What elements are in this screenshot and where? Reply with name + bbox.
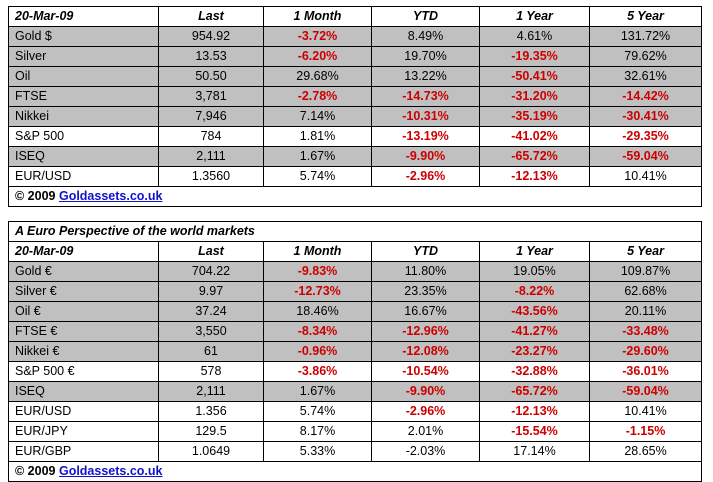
data-cell: -2.96% [372,167,480,187]
data-cell: 18.46% [264,302,372,322]
data-cell: -33.48% [590,322,702,342]
data-cell: -29.60% [590,342,702,362]
table-row [9,362,702,382]
column-header: 5 Year [590,242,702,262]
data-cell: 7,946 [159,107,264,127]
table-row [9,402,702,422]
table-row [9,27,702,47]
table-row [9,322,702,342]
data-cell: 2,111 [159,147,264,167]
data-cell: 7.14% [264,107,372,127]
data-cell: -2.78% [264,87,372,107]
table-row [9,342,702,362]
row-label: S&P 500 € [9,362,159,382]
data-cell: -41.02% [480,127,590,147]
data-cell: -3.72% [264,27,372,47]
row-label: Gold $ [9,27,159,47]
data-cell: -6.20% [264,47,372,67]
data-cell: -31.20% [480,87,590,107]
data-cell: -36.01% [590,362,702,382]
data-cell: 32.61% [590,67,702,87]
data-cell: 9.97 [159,282,264,302]
data-cell: -12.96% [372,322,480,342]
column-header: 1 Year [480,7,590,27]
row-label: Silver [9,47,159,67]
data-cell: -1.15% [590,422,702,442]
data-cell: -41.27% [480,322,590,342]
column-header: 1 Year [480,242,590,262]
table-header-row [9,7,702,27]
data-cell: -30.41% [590,107,702,127]
data-cell: 79.62% [590,47,702,67]
row-label: EUR/GBP [9,442,159,462]
data-cell: -43.56% [480,302,590,322]
column-header: YTD [372,7,480,27]
column-header: 20-Mar-09 [9,242,159,262]
table-row [9,442,702,462]
data-cell: -65.72% [480,382,590,402]
row-label: EUR/USD [9,402,159,422]
data-cell: -50.41% [480,67,590,87]
row-label: Oil [9,67,159,87]
data-cell: 5.74% [264,167,372,187]
tables-container [8,6,705,482]
table-title-row [9,222,702,242]
table-footer-row [9,187,702,207]
data-cell: -10.31% [372,107,480,127]
world-markets-usd [8,6,702,207]
row-label: Nikkei € [9,342,159,362]
row-label: FTSE € [9,322,159,342]
data-cell: 13.53 [159,47,264,67]
table-row [9,302,702,322]
data-cell: -10.54% [372,362,480,382]
data-cell: -13.19% [372,127,480,147]
row-label: EUR/USD [9,167,159,187]
table-row [9,262,702,282]
data-cell: 2,111 [159,382,264,402]
table-row [9,87,702,107]
data-cell: 2.01% [372,422,480,442]
copyright-text: © 2009 [15,464,59,478]
data-cell: 17.14% [480,442,590,462]
data-cell: -32.88% [480,362,590,382]
data-cell: 16.67% [372,302,480,322]
data-cell: -12.13% [480,402,590,422]
row-label: EUR/JPY [9,422,159,442]
column-header: Last [159,7,264,27]
row-label: ISEQ [9,382,159,402]
table-row [9,107,702,127]
data-cell: 3,550 [159,322,264,342]
data-cell: -9.90% [372,382,480,402]
data-cell: 8.49% [372,27,480,47]
data-cell: -14.73% [372,87,480,107]
data-cell: 784 [159,127,264,147]
data-cell: 1.67% [264,147,372,167]
table-row [9,47,702,67]
data-cell: -29.35% [590,127,702,147]
data-cell: 23.35% [372,282,480,302]
data-cell: -14.42% [590,87,702,107]
table-footer-row [9,462,702,482]
data-cell: 19.70% [372,47,480,67]
data-cell: 50.50 [159,67,264,87]
row-label: Gold € [9,262,159,282]
data-cell: -59.04% [590,382,702,402]
data-cell: -12.73% [264,282,372,302]
data-cell: -12.13% [480,167,590,187]
table-row [9,167,702,187]
data-cell: -3.86% [264,362,372,382]
row-label: Oil € [9,302,159,322]
table-spacer [8,207,705,221]
world-markets-euro [8,221,702,482]
data-cell: -9.90% [372,147,480,167]
data-cell: -0.96% [264,342,372,362]
data-cell: 1.0649 [159,442,264,462]
table-row [9,67,702,87]
data-cell: 109.87% [590,262,702,282]
data-cell: 61 [159,342,264,362]
data-cell: 704.22 [159,262,264,282]
data-cell: -2.96% [372,402,480,422]
table-row [9,127,702,147]
data-cell: -65.72% [480,147,590,167]
data-cell: 5.74% [264,402,372,422]
data-cell: 578 [159,362,264,382]
table-row [9,422,702,442]
column-header: Last [159,242,264,262]
data-cell: -9.83% [264,262,372,282]
data-cell: -15.54% [480,422,590,442]
site-link[interactable]: Goldassets.co.uk [58,464,163,478]
data-cell: 37.24 [159,302,264,322]
data-cell: -59.04% [590,147,702,167]
column-header: YTD [372,242,480,262]
data-cell: 4.61% [480,27,590,47]
table-header-row [9,242,702,262]
data-cell: 131.72% [590,27,702,47]
row-label: ISEQ [9,147,159,167]
data-cell: 8.17% [264,422,372,442]
site-link[interactable]: Goldassets.co.uk [58,189,163,203]
data-cell: 11.80% [372,262,480,282]
data-cell: -8.22% [480,282,590,302]
table-row [9,382,702,402]
data-cell: 19.05% [480,262,590,282]
data-cell: -23.27% [480,342,590,362]
column-header: 20-Mar-09 [9,7,159,27]
data-cell: 1.356 [159,402,264,422]
row-label: S&P 500 [9,127,159,147]
data-cell: 10.41% [590,167,702,187]
data-cell: -19.35% [480,47,590,67]
row-label: Silver € [9,282,159,302]
data-cell: 1.81% [264,127,372,147]
data-cell: 13.22% [372,67,480,87]
table-row [9,282,702,302]
data-cell: -35.19% [480,107,590,127]
data-cell: 954.92 [159,27,264,47]
data-cell: -2.03% [372,442,480,462]
data-cell: 1.3560 [159,167,264,187]
data-cell: 129.5 [159,422,264,442]
data-cell: 20.11% [590,302,702,322]
data-cell: 1.67% [264,382,372,402]
footer-cell [9,462,702,482]
column-header: 5 Year [590,7,702,27]
data-cell: 3,781 [159,87,264,107]
row-label: Nikkei [9,107,159,127]
column-header: 1 Month [264,7,372,27]
table-row [9,147,702,167]
data-cell: 28.65% [590,442,702,462]
data-cell: 29.68% [264,67,372,87]
column-header: 1 Month [264,242,372,262]
copyright-text: © 2009 [15,189,59,203]
row-label: FTSE [9,87,159,107]
footer-cell [9,187,702,207]
data-cell: -12.08% [372,342,480,362]
data-cell: 62.68% [590,282,702,302]
table-title: A Euro Perspective of the world markets [9,222,702,242]
data-cell: 10.41% [590,402,702,422]
data-cell: 5.33% [264,442,372,462]
data-cell: -8.34% [264,322,372,342]
